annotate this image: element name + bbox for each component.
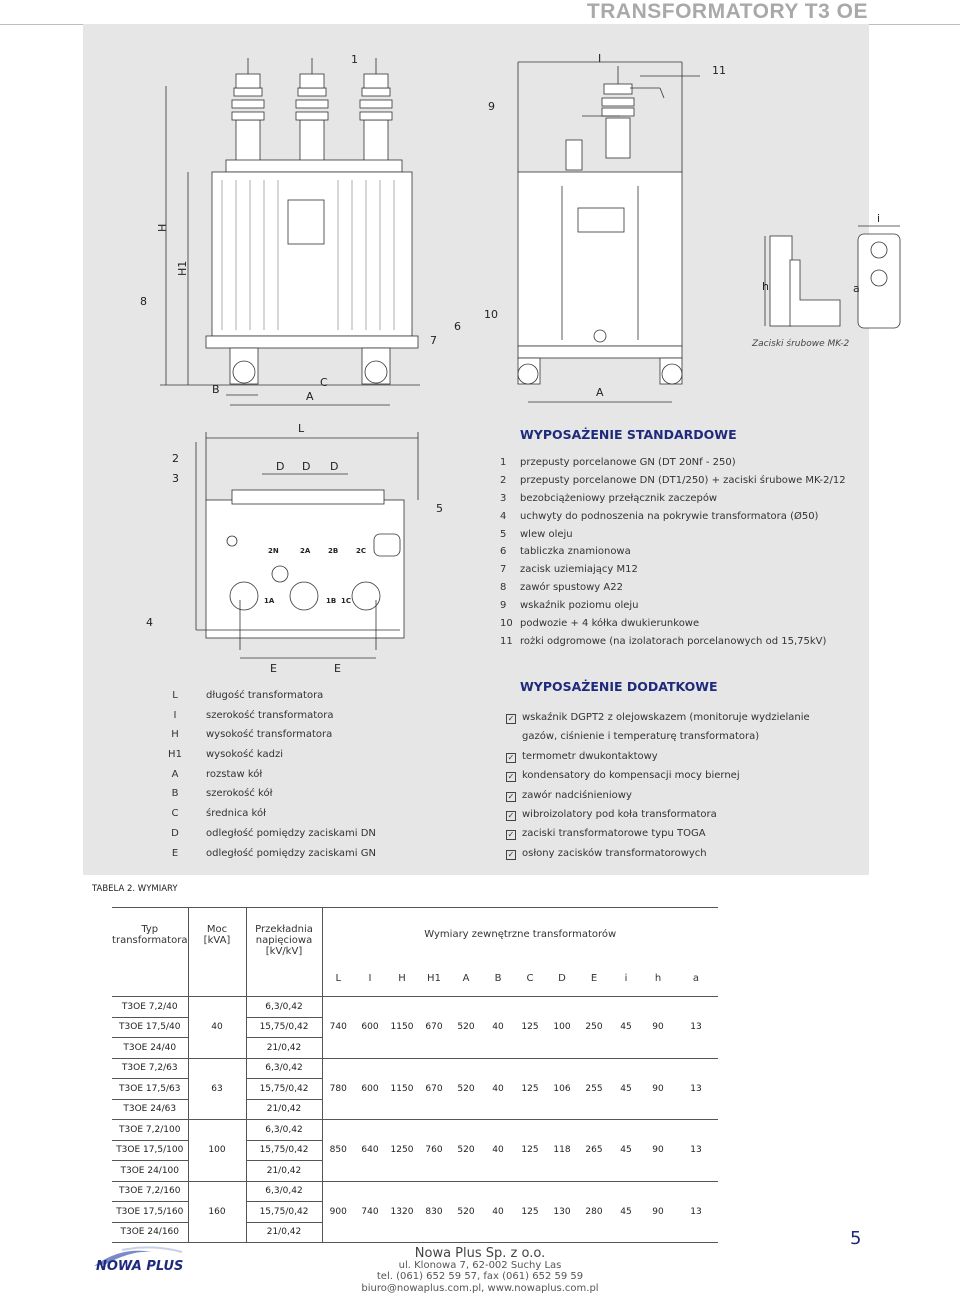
label-11: 11: [712, 64, 726, 77]
bushing-label-1a: 1A: [264, 597, 275, 605]
item-number: 2: [500, 474, 507, 486]
company-phone: tel. (061) 652 59 57, fax (061) 652 59 59: [376, 1271, 584, 1282]
legend-value: średnica kół: [206, 808, 266, 820]
checkbox-icon: ✓: [507, 810, 515, 820]
type-cell: T3OE 7,2/160: [112, 1181, 188, 1202]
company-address: ul. Klonowa 7, 62-002 Suchy Las: [398, 1259, 562, 1271]
legend-row: [160, 765, 376, 785]
dim-header: H1: [418, 962, 450, 997]
ratio-cell: 6,3/0,42: [246, 1120, 322, 1141]
page-title: TRANSFORMATORY T3 OE: [586, 0, 868, 23]
legend-value: odległość pomiędzy zaciskami GN: [206, 847, 376, 859]
terminal-caption: Zaciski śrubowe MK-2: [752, 339, 850, 349]
ratio-cell: 6,3/0,42: [246, 997, 322, 1018]
item-text: uchwyty do podnoszenia na pokrywie transformatora (Ø50): [520, 510, 819, 522]
label-a-term: a: [853, 282, 860, 295]
label-d-1: D: [276, 460, 285, 473]
legend-row: [160, 686, 376, 706]
table-caption: TABELA 2. WYMIARY: [92, 884, 178, 894]
ratio-cell: 15,75/0,42: [246, 1202, 322, 1223]
header-type-text: Typ transformatora: [112, 924, 188, 946]
legend-key: A: [171, 768, 179, 780]
type-cell: T3OE 7,2/40: [112, 997, 188, 1018]
ratio-cell: 6,3/0,42: [246, 1058, 322, 1079]
checkbox-icon: ✓: [507, 714, 515, 723]
list-item: [500, 472, 846, 490]
legend-key: H1: [168, 749, 182, 761]
item-text: bezobciążeniowy przełącznik zaczepów: [520, 492, 718, 504]
dim-cell: 250: [578, 997, 610, 1059]
header-power: [188, 908, 246, 997]
list-item: [506, 786, 810, 805]
item-number: 10: [500, 618, 513, 630]
list-item: [506, 747, 810, 766]
legend-row: [160, 706, 376, 726]
dim-cell: 255: [578, 1058, 610, 1120]
type-cell: T3OE 17,5/63: [112, 1079, 188, 1100]
item-text: wskaźnik poziomu oleju: [520, 600, 639, 612]
legend-row: [160, 824, 376, 844]
list-item-continuation: [506, 727, 810, 746]
company-email[interactable]: biuro@nowaplus.com.pl, www.nowaplus.com.pl: [361, 1282, 599, 1294]
header-dimensions: Wymiary zewnętrzne transformatorów: [322, 908, 718, 962]
dim-cell: 520: [450, 1120, 482, 1182]
dim-header: A: [450, 962, 482, 997]
item-text: rożki odgromowe (na izolatorach porcelanowych od 15,75kV): [520, 635, 827, 647]
label-b: B: [212, 383, 220, 396]
dim-cell: 830: [418, 1181, 450, 1243]
power-cell: 100: [188, 1120, 246, 1182]
item-number: 11: [500, 635, 513, 647]
item-text: gazów, ciśnienie i temperaturę transformatora): [522, 731, 760, 743]
type-cell: T3OE 17,5/160: [112, 1202, 188, 1223]
label-c: C: [320, 376, 328, 389]
item-text: zaciski transformatorowe typu TOGA: [522, 828, 706, 840]
header-ratio-2: napięciowa: [255, 935, 313, 946]
legend-key: I: [173, 709, 177, 721]
bushing-label-2c: 2C: [356, 547, 367, 555]
table-row: [112, 1181, 718, 1202]
item-number: 3: [500, 492, 507, 504]
optional-equipment-title: WYPOSAŻENIE DODATKOWE: [520, 679, 718, 694]
type-cell: T3OE 17,5/100: [112, 1140, 188, 1161]
bushing-label-2b: 2B: [328, 547, 339, 555]
dim-header: C: [514, 962, 546, 997]
company-info: [360, 1248, 600, 1294]
dim-cell: 130: [546, 1181, 578, 1243]
dim-header: B: [482, 962, 514, 997]
legend-key: E: [171, 847, 179, 859]
dim-cell: 670: [418, 1058, 450, 1120]
header-power-2: [kVA]: [203, 935, 231, 946]
dim-cell: 900: [322, 1181, 354, 1243]
list-item: [506, 708, 810, 727]
list-item: [500, 526, 846, 544]
item-text: kondensatory do kompensacji mocy biernej: [522, 770, 740, 782]
dim-cell: 90: [642, 1181, 674, 1243]
checkbox-icon: ✓: [507, 772, 515, 782]
bushing-label-1c: 1C: [341, 597, 352, 605]
legend-key: C: [171, 808, 179, 820]
item-text: przepusty porcelanowe DN (DT1/250) + zaciski śrubowe MK-2/12: [520, 474, 846, 486]
label-7: 7: [430, 334, 437, 347]
ratio-cell: 21/0,42: [246, 1038, 322, 1059]
label-e-1: E: [270, 662, 277, 675]
header-ratio-3: [kV/kV]: [265, 946, 303, 957]
dim-cell: 780: [322, 1058, 354, 1120]
type-cell: T3OE 17,5/40: [112, 1017, 188, 1038]
list-item: [500, 615, 846, 633]
power-cell: 160: [188, 1181, 246, 1243]
label-e-2: E: [334, 662, 341, 675]
dim-header: I: [354, 962, 386, 997]
dim-cell: 520: [450, 997, 482, 1059]
checkbox-icon: ✓: [507, 830, 515, 840]
bushing-left: [232, 58, 264, 162]
item-text: tabliczka znamionowa: [520, 546, 631, 558]
dimensions-table: [112, 907, 718, 1243]
dim-cell: 40: [482, 997, 514, 1059]
table-row: [112, 1120, 718, 1141]
dim-cell: 40: [482, 1120, 514, 1182]
dim-cell: 90: [642, 1120, 674, 1182]
bushing-right: [360, 58, 392, 162]
dim-cell: 1150: [386, 997, 418, 1059]
logo-text: NOWA PLUS: [96, 1259, 184, 1274]
legend-row: [160, 784, 376, 804]
type-cell: T3OE 24/100: [112, 1161, 188, 1182]
type-cell: T3OE 24/160: [112, 1222, 188, 1243]
dim-cell: 45: [610, 997, 642, 1059]
dim-cell: 100: [546, 997, 578, 1059]
dim-cell: 90: [642, 997, 674, 1059]
list-item: [500, 543, 846, 561]
company-logo: [92, 1244, 192, 1278]
legend-value: wysokość kadzi: [206, 749, 283, 761]
dim-header: D: [546, 962, 578, 997]
bushing-label-2n: 2N: [268, 547, 279, 555]
legend-row: [160, 844, 376, 864]
legend-value: szerokość kół: [206, 788, 273, 800]
label-i-side: I: [598, 52, 602, 65]
dim-cell: 125: [514, 1058, 546, 1120]
ratio-cell: 15,75/0,42: [246, 1017, 322, 1038]
standard-equipment-list: [500, 454, 846, 651]
label-h: H: [156, 223, 169, 232]
front-view-drawing: [160, 58, 420, 405]
list-item: [500, 561, 846, 579]
dim-cell: 1320: [386, 1181, 418, 1243]
legend-key: H: [171, 729, 179, 741]
ratio-cell: 21/0,42: [246, 1222, 322, 1243]
dim-cell: 850: [322, 1120, 354, 1182]
dim-cell: 265: [578, 1120, 610, 1182]
table-row: [112, 997, 718, 1018]
item-text: osłony zacisków transformatorowych: [522, 847, 707, 859]
dim-header: a: [674, 962, 718, 997]
dim-header: h: [642, 962, 674, 997]
dim-header: E: [578, 962, 610, 997]
list-item: [500, 597, 846, 615]
item-text: zawór spustowy A22: [520, 582, 623, 594]
optional-equipment-list: [506, 708, 810, 863]
dim-cell: 13: [674, 1181, 718, 1243]
label-5: 5: [436, 502, 443, 515]
legend-value: wysokość transformatora: [206, 729, 333, 741]
power-cell: 40: [188, 997, 246, 1059]
legend-key: D: [171, 827, 179, 839]
type-cell: T3OE 7,2/63: [112, 1058, 188, 1079]
dim-cell: 600: [354, 997, 386, 1059]
label-a-front: A: [306, 390, 314, 403]
dim-cell: 118: [546, 1120, 578, 1182]
label-i-term: i: [877, 212, 881, 225]
item-number: 7: [500, 564, 507, 576]
company-name: Nowa Plus Sp. z o.o.: [414, 1246, 546, 1261]
header-power-1: Moc: [206, 924, 228, 935]
label-10: 10: [484, 308, 498, 321]
label-h-term: h: [762, 280, 769, 293]
item-text: wlew oleju: [520, 528, 573, 540]
list-item: [500, 633, 846, 651]
item-text: zacisk uziemiający M12: [520, 564, 638, 576]
dim-cell: 45: [610, 1058, 642, 1120]
type-cell: T3OE 24/63: [112, 1099, 188, 1120]
legend-row: [160, 804, 376, 824]
bushing-label-1b: 1B: [326, 597, 337, 605]
table-row: [112, 1058, 718, 1079]
dim-cell: 600: [354, 1058, 386, 1120]
item-text: wibroizolatory pod koła transformatora: [522, 808, 717, 820]
label-d-3: D: [330, 460, 339, 473]
list-item: [500, 579, 846, 597]
dim-cell: 13: [674, 997, 718, 1059]
dim-cell: 740: [322, 997, 354, 1059]
dim-cell: 13: [674, 1058, 718, 1120]
bushing-label-2a: 2A: [300, 547, 311, 555]
power-cell: 63: [188, 1058, 246, 1120]
side-view-drawing: [518, 62, 700, 402]
dim-cell: 13: [674, 1120, 718, 1182]
item-number: 1: [500, 457, 507, 468]
legend-value: długość transformatora: [206, 690, 324, 701]
list-item: [506, 824, 810, 843]
dim-cell: 40: [482, 1181, 514, 1243]
checkbox-icon: ✓: [507, 791, 515, 801]
dim-cell: 45: [610, 1120, 642, 1182]
dim-cell: 640: [354, 1120, 386, 1182]
ratio-cell: 21/0,42: [246, 1161, 322, 1182]
item-text: zawór nadciśnieniowy: [522, 789, 632, 801]
label-8: 8: [140, 295, 147, 308]
dim-cell: 125: [514, 1181, 546, 1243]
label-1: 1: [351, 53, 358, 66]
legend-row: [160, 725, 376, 745]
item-text: termometr dwukontaktowy: [522, 750, 658, 762]
ratio-cell: 6,3/0,42: [246, 1181, 322, 1202]
legend-value: szerokość transformatora: [206, 709, 334, 721]
dim-cell: 520: [450, 1058, 482, 1120]
legend-key: L: [172, 690, 178, 701]
header-ratio: [246, 908, 322, 997]
dim-cell: 1150: [386, 1058, 418, 1120]
item-number: 6: [500, 546, 507, 558]
standard-equipment-title: WYPOSAŻENIE STANDARDOWE: [520, 427, 737, 442]
dim-cell: 40: [482, 1058, 514, 1120]
header-type: [112, 908, 188, 997]
label-4: 4: [146, 616, 153, 629]
type-cell: T3OE 7,2/100: [112, 1120, 188, 1141]
dim-cell: 670: [418, 997, 450, 1059]
dim-cell: 520: [450, 1181, 482, 1243]
list-item: [506, 805, 810, 824]
ratio-cell: 15,75/0,42: [246, 1079, 322, 1100]
ratio-cell: 15,75/0,42: [246, 1140, 322, 1161]
dim-header: H: [386, 962, 418, 997]
list-item: [500, 490, 846, 508]
list-item: [500, 508, 846, 526]
list-item: [506, 844, 810, 863]
item-number: 8: [500, 582, 507, 594]
dim-cell: 45: [610, 1181, 642, 1243]
legend-value: rozstaw kół: [206, 768, 263, 780]
type-cell: T3OE 24/40: [112, 1038, 188, 1059]
checkbox-icon: ✓: [507, 752, 515, 762]
label-h1: H1: [176, 260, 189, 276]
item-number: 9: [500, 600, 507, 612]
bushing-middle: [296, 58, 328, 162]
dim-cell: 125: [514, 1120, 546, 1182]
label-9: 9: [488, 100, 495, 113]
dim-cell: 740: [354, 1181, 386, 1243]
dim-header: i: [610, 962, 642, 997]
ratio-cell: 21/0,42: [246, 1099, 322, 1120]
item-text: przepusty porcelanowe GN (DT 20Nf - 250): [520, 457, 736, 468]
label-l: L: [298, 422, 305, 435]
dim-cell: 1250: [386, 1120, 418, 1182]
label-2: 2: [172, 452, 179, 465]
legend-value: odległość pomiędzy zaciskami DN: [206, 827, 376, 839]
dimension-legend: [160, 686, 376, 863]
label-d-2: D: [302, 460, 311, 473]
legend-key: B: [171, 788, 179, 800]
dim-cell: 280: [578, 1181, 610, 1243]
item-number: 4: [500, 510, 507, 522]
dim-cell: 125: [514, 997, 546, 1059]
item-text: podwozie + 4 kółka dwukierunkowe: [520, 618, 700, 630]
dim-cell: 106: [546, 1058, 578, 1120]
label-a-side: A: [596, 386, 604, 399]
list-item: [500, 454, 846, 472]
legend-row: [160, 745, 376, 765]
dim-cell: 90: [642, 1058, 674, 1120]
header-ratio-1: Przekładnia: [255, 924, 313, 935]
dim-header: L: [322, 962, 354, 997]
label-3: 3: [172, 472, 179, 485]
dim-cell: 760: [418, 1120, 450, 1182]
item-text: wskaźnik DGPT2 z olejowskazem (monitoruje wydzielanie: [522, 712, 810, 723]
list-item: [506, 766, 810, 785]
terminal-drawing: [765, 226, 900, 328]
checkbox-icon: ✓: [507, 849, 515, 859]
item-number: 5: [500, 528, 507, 540]
label-6: 6: [454, 320, 461, 333]
page-number: 5: [850, 1228, 862, 1249]
